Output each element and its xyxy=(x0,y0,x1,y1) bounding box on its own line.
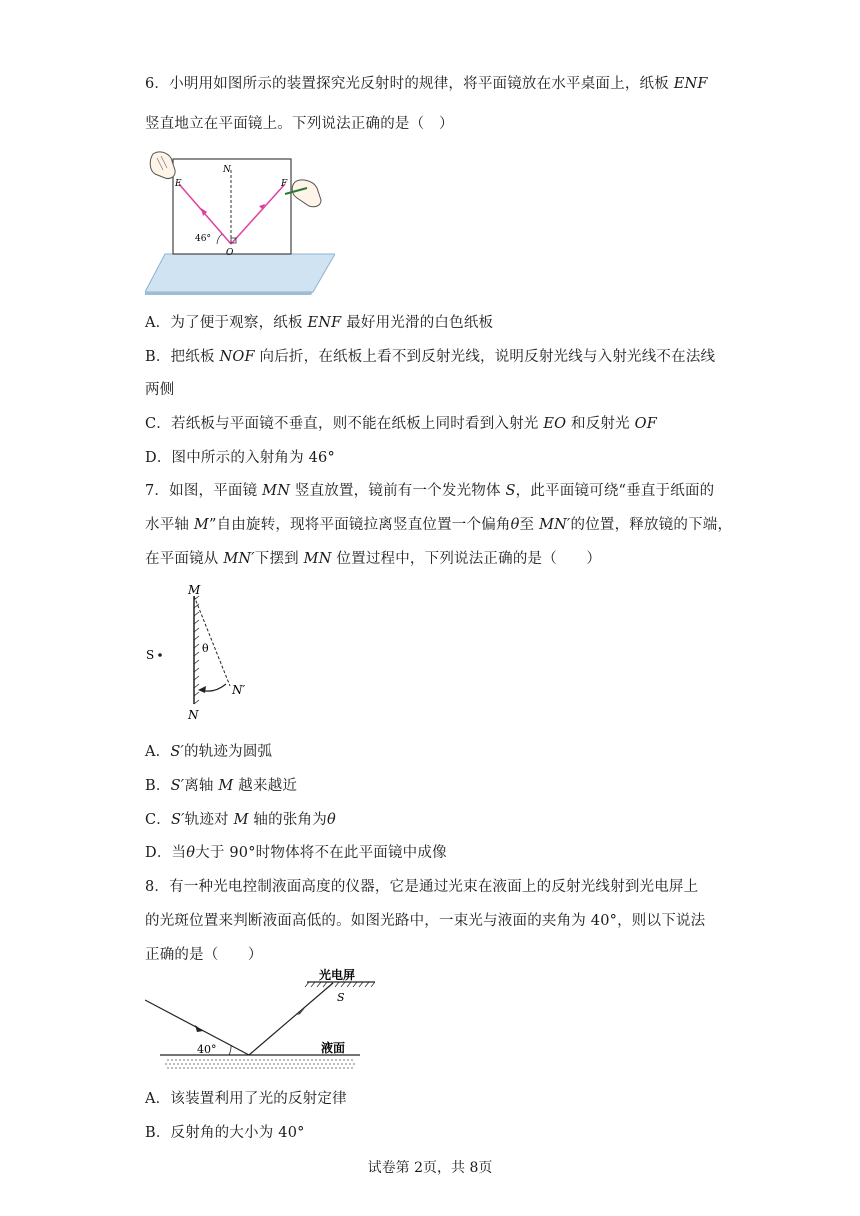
q6-option-b-cont: 两侧 xyxy=(145,382,175,398)
q7-option-d: D．当θ大于 90°时物体将不在此平面镜中成像 xyxy=(145,845,447,861)
mirror-MNprime xyxy=(194,596,230,686)
source-S-dot xyxy=(158,653,162,657)
q7-option-a: A．S′的轨迹为圆弧 xyxy=(145,744,273,760)
q6-option-a: A．为了便于观察，纸板 ENF 最好用光滑的白色纸板 xyxy=(145,315,494,331)
q6-stem-line2: 竖直地立在平面镜上。下列说法正确的是（ ） xyxy=(145,116,454,132)
cardboard-ENF xyxy=(173,159,291,254)
q7-stem-line1: 7．如图，平面镜 MN 竖直放置，镜前有一个发光物体 S，此平面镜可绕“垂直于纸面的 xyxy=(145,483,715,499)
q7-figure xyxy=(140,578,270,726)
page-footer: 试卷第 2页，共 8页 xyxy=(367,1160,493,1176)
q7-option-b: B．S′离轴 M 越来越近 xyxy=(145,778,298,794)
plane-mirror xyxy=(145,254,335,292)
label-M: M xyxy=(188,583,201,597)
q7-option-c: C．S′轨迹对 M 轴的张角为θ xyxy=(145,812,336,828)
angle-label: 46° xyxy=(195,234,211,244)
left-hand-icon xyxy=(150,152,175,179)
label-N: N xyxy=(188,708,199,722)
q8-stem-line3: 正确的是（ ） xyxy=(145,947,263,963)
q6-option-d: D．图中所示的入射角为 46° xyxy=(145,450,335,466)
label-S: S xyxy=(337,991,345,1004)
label-liquid: 液面 xyxy=(321,1041,346,1055)
q7-stem-line3: 在平面镜从 MN′下摆到 MN 位置过程中，下列说法正确的是（ ） xyxy=(145,551,602,567)
label-F: F xyxy=(281,179,288,189)
q6-option-c: C．若纸板与平面镜不垂直，则不能在纸板上同时看到入射光 EO 和反射光 OF xyxy=(145,416,657,432)
q8-option-a: A．该装置利用了光的反射定律 xyxy=(145,1091,347,1107)
label-O: O xyxy=(226,248,234,258)
q6-option-b: B．把纸板 NOF 向后折，在纸板上看不到反射光线，说明反射光线与入射光线不在法线 xyxy=(145,349,716,365)
q8-stem-line1: 8．有一种光电控制液面高度的仪器，它是通过光束在液面上的反射光线射到光电屏上 xyxy=(145,879,699,895)
label-screen: 光电屏 xyxy=(319,968,356,982)
q6-figure xyxy=(145,150,335,295)
angle-label: 40° xyxy=(197,1043,217,1056)
q8-option-b: B．反射角的大小为 40° xyxy=(145,1125,305,1141)
q8-figure xyxy=(145,965,375,1077)
q7-stem-line2: 水平轴 M”自由旋转，现将平面镜拉离竖直位置一个偏角θ至 MN′的位置，释放镜的下端， xyxy=(145,517,733,533)
label-theta: θ xyxy=(202,642,209,655)
label-E: E xyxy=(175,179,182,189)
label-N: N xyxy=(223,165,231,175)
q8-stem-line2: 的光斑位置来判断液面高低的。如图光路中，一束光与液面的夹角为 40°，则以下说法 xyxy=(145,913,706,929)
q6-stem-line1: 6．小明用如图所示的装置探究光反射时的规律，将平面镜放在水平桌面上，纸板 ENF xyxy=(145,76,708,92)
label-S: S xyxy=(146,648,155,662)
label-Nprime: N′ xyxy=(232,683,246,697)
